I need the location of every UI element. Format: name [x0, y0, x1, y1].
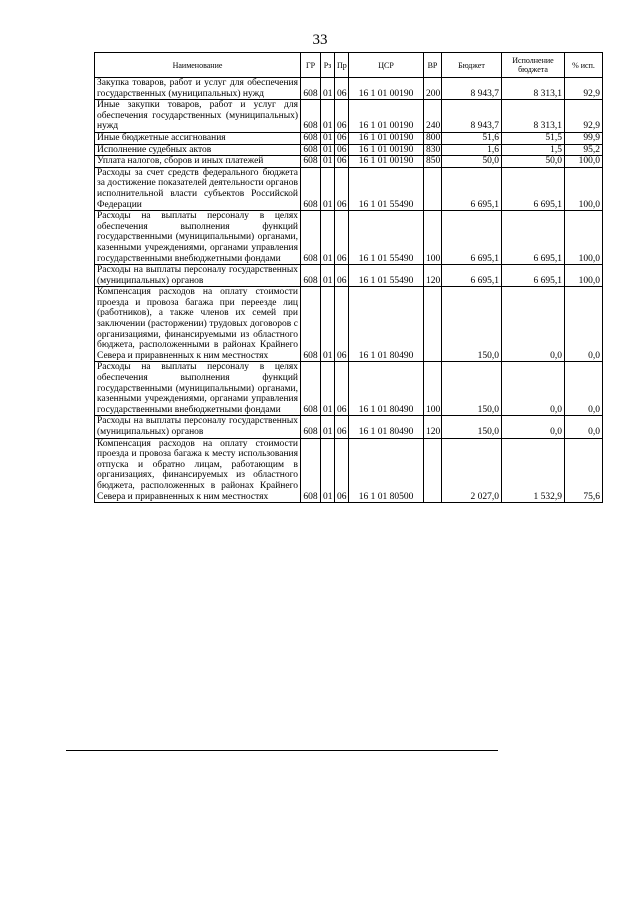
cell-execution: 6 695,1	[502, 167, 565, 210]
cell-csr: 16 1 01 55490	[349, 265, 424, 287]
cell-vr: 800	[424, 132, 442, 144]
cell-percent: 100,0	[565, 156, 603, 168]
cell-csr: 16 1 01 00190	[349, 156, 424, 168]
cell-execution: 1,5	[502, 144, 565, 156]
cell-gr: 608	[301, 438, 321, 503]
cell-percent: 92,9	[565, 78, 603, 100]
header-budget: Бюджет	[442, 53, 502, 78]
header-percent: % исп.	[565, 53, 603, 78]
bottom-divider	[66, 750, 498, 751]
table-row	[95, 362, 603, 416]
cell-percent: 0,0	[565, 287, 603, 362]
header-name: Наименование	[95, 53, 301, 78]
cell-pr: 06	[335, 287, 349, 362]
cell-name: Иные бюджетные ассигнования	[95, 132, 301, 144]
cell-rz: 01	[321, 144, 335, 156]
cell-vr: 200	[424, 78, 442, 100]
cell-rz: 01	[321, 211, 335, 265]
table-row	[95, 265, 603, 287]
cell-rz: 01	[321, 156, 335, 168]
cell-percent: 92,9	[565, 100, 603, 133]
cell-csr: 16 1 01 00190	[349, 100, 424, 133]
cell-gr: 608	[301, 144, 321, 156]
cell-name: Компенсация расходов на оплату стоимости проезда и провоза багажа при переезде лиц (работников), а также членов их семей при заключении (расторжении) трудовых договоров с организациями, финансируемыми из областного бюджета, расположенными в районах Крайнего Севера и приравненных к ним местностях	[95, 287, 301, 362]
cell-execution: 0,0	[502, 416, 565, 438]
cell-rz: 01	[321, 100, 335, 133]
cell-pr: 06	[335, 167, 349, 210]
cell-vr: 100	[424, 362, 442, 416]
cell-gr: 608	[301, 211, 321, 265]
cell-name: Компенсация расходов на оплату стоимости проезда и провоза багажа к месту использования отпуска и обратно лицам, работающим в организациях, финансируемых из областного бюджета, расположенных в районах Крайнего Севера и приравненных к ним местностях	[95, 438, 301, 503]
cell-execution: 50,0	[502, 156, 565, 168]
table-row	[95, 156, 603, 168]
table-row	[95, 211, 603, 265]
cell-pr: 06	[335, 265, 349, 287]
table-row	[95, 132, 603, 144]
page-number: 33	[312, 32, 328, 48]
cell-execution: 6 695,1	[502, 211, 565, 265]
cell-gr: 608	[301, 362, 321, 416]
cell-pr: 06	[335, 156, 349, 168]
cell-name: Уплата налогов, сборов и иных платежей	[95, 156, 301, 168]
cell-budget: 51,6	[442, 132, 502, 144]
table-row	[95, 287, 603, 362]
cell-budget: 8 943,7	[442, 100, 502, 133]
cell-pr: 06	[335, 144, 349, 156]
cell-csr: 16 1 01 55490	[349, 211, 424, 265]
cell-rz: 01	[321, 416, 335, 438]
cell-csr: 16 1 01 80490	[349, 362, 424, 416]
cell-vr: 100	[424, 211, 442, 265]
table-row	[95, 438, 603, 503]
table-header-row	[95, 53, 603, 78]
cell-vr: 850	[424, 156, 442, 168]
cell-percent: 100,0	[565, 211, 603, 265]
cell-vr	[424, 438, 442, 503]
cell-csr: 16 1 01 00190	[349, 78, 424, 100]
header-pr: Пр	[335, 53, 349, 78]
cell-name: Расходы за счет средств федерального бюджета за достижение показателей деятельности органов исполнительной власти субъектов Российской Федерации	[95, 167, 301, 210]
cell-gr: 608	[301, 265, 321, 287]
cell-pr: 06	[335, 100, 349, 133]
cell-rz: 01	[321, 78, 335, 100]
cell-percent: 100,0	[565, 167, 603, 210]
cell-budget: 50,0	[442, 156, 502, 168]
table-body	[95, 78, 603, 503]
cell-budget: 150,0	[442, 416, 502, 438]
cell-csr: 16 1 01 55490	[349, 167, 424, 210]
cell-rz: 01	[321, 287, 335, 362]
cell-execution: 6 695,1	[502, 265, 565, 287]
cell-csr: 16 1 01 80490	[349, 287, 424, 362]
table-row	[95, 144, 603, 156]
cell-name: Расходы на выплаты персоналу государственных (муниципальных) органов	[95, 265, 301, 287]
cell-execution: 0,0	[502, 362, 565, 416]
cell-vr: 830	[424, 144, 442, 156]
cell-gr: 608	[301, 287, 321, 362]
cell-budget: 2 027,0	[442, 438, 502, 503]
cell-vr: 120	[424, 416, 442, 438]
cell-execution: 0,0	[502, 287, 565, 362]
table-row	[95, 100, 603, 133]
cell-budget: 150,0	[442, 287, 502, 362]
budget-execution-table	[94, 52, 603, 503]
cell-vr: 240	[424, 100, 442, 133]
cell-pr: 06	[335, 211, 349, 265]
cell-budget: 6 695,1	[442, 265, 502, 287]
cell-vr: 120	[424, 265, 442, 287]
cell-gr: 608	[301, 416, 321, 438]
header-rz: Рз	[321, 53, 335, 78]
cell-name: Расходы на выплаты персоналу в целях обеспечения выполнения функций государственными (муниципальными) органами, казенными учреждениями, органами управления государственными внебюджетными фондами	[95, 362, 301, 416]
cell-pr: 06	[335, 362, 349, 416]
cell-csr: 16 1 01 00190	[349, 132, 424, 144]
cell-csr: 16 1 01 00190	[349, 144, 424, 156]
cell-percent: 0,0	[565, 362, 603, 416]
cell-execution: 8 313,1	[502, 100, 565, 133]
cell-budget: 6 695,1	[442, 167, 502, 210]
cell-execution: 8 313,1	[502, 78, 565, 100]
cell-budget: 1,6	[442, 144, 502, 156]
cell-percent: 95,2	[565, 144, 603, 156]
cell-budget: 150,0	[442, 362, 502, 416]
cell-pr: 06	[335, 132, 349, 144]
cell-name: Расходы на выплаты персоналу в целях обеспечения выполнения функций государственными (муниципальными) органами, казенными учреждениями, органами управления государственными внебюджетными фондами	[95, 211, 301, 265]
cell-gr: 608	[301, 132, 321, 144]
cell-name: Иные закупки товаров, работ и услуг для обеспечения государственных (муниципальных) нужд	[95, 100, 301, 133]
cell-percent: 99,9	[565, 132, 603, 144]
header-execution: Исполнение бюджета	[502, 53, 565, 78]
cell-budget: 8 943,7	[442, 78, 502, 100]
cell-name: Исполнение судебных актов	[95, 144, 301, 156]
cell-csr: 16 1 01 80490	[349, 416, 424, 438]
header-gr: ГР	[301, 53, 321, 78]
cell-gr: 608	[301, 156, 321, 168]
cell-rz: 01	[321, 167, 335, 210]
cell-rz: 01	[321, 132, 335, 144]
cell-name: Расходы на выплаты персоналу государственных (муниципальных) органов	[95, 416, 301, 438]
cell-pr: 06	[335, 438, 349, 503]
cell-name: Закупка товаров, работ и услуг для обеспечения государственных (муниципальных) нужд	[95, 78, 301, 100]
cell-rz: 01	[321, 265, 335, 287]
cell-pr: 06	[335, 78, 349, 100]
cell-pr: 06	[335, 416, 349, 438]
cell-vr	[424, 287, 442, 362]
table-row	[95, 78, 603, 100]
cell-gr: 608	[301, 100, 321, 133]
cell-rz: 01	[321, 438, 335, 503]
cell-execution: 51,5	[502, 132, 565, 144]
cell-vr	[424, 167, 442, 210]
header-vr: ВР	[424, 53, 442, 78]
cell-gr: 608	[301, 167, 321, 210]
cell-percent: 75,6	[565, 438, 603, 503]
table-row	[95, 416, 603, 438]
cell-percent: 0,0	[565, 416, 603, 438]
header-csr: ЦСР	[349, 53, 424, 78]
table-row	[95, 167, 603, 210]
cell-rz: 01	[321, 362, 335, 416]
cell-csr: 16 1 01 80500	[349, 438, 424, 503]
cell-execution: 1 532,9	[502, 438, 565, 503]
cell-budget: 6 695,1	[442, 211, 502, 265]
cell-percent: 100,0	[565, 265, 603, 287]
cell-gr: 608	[301, 78, 321, 100]
